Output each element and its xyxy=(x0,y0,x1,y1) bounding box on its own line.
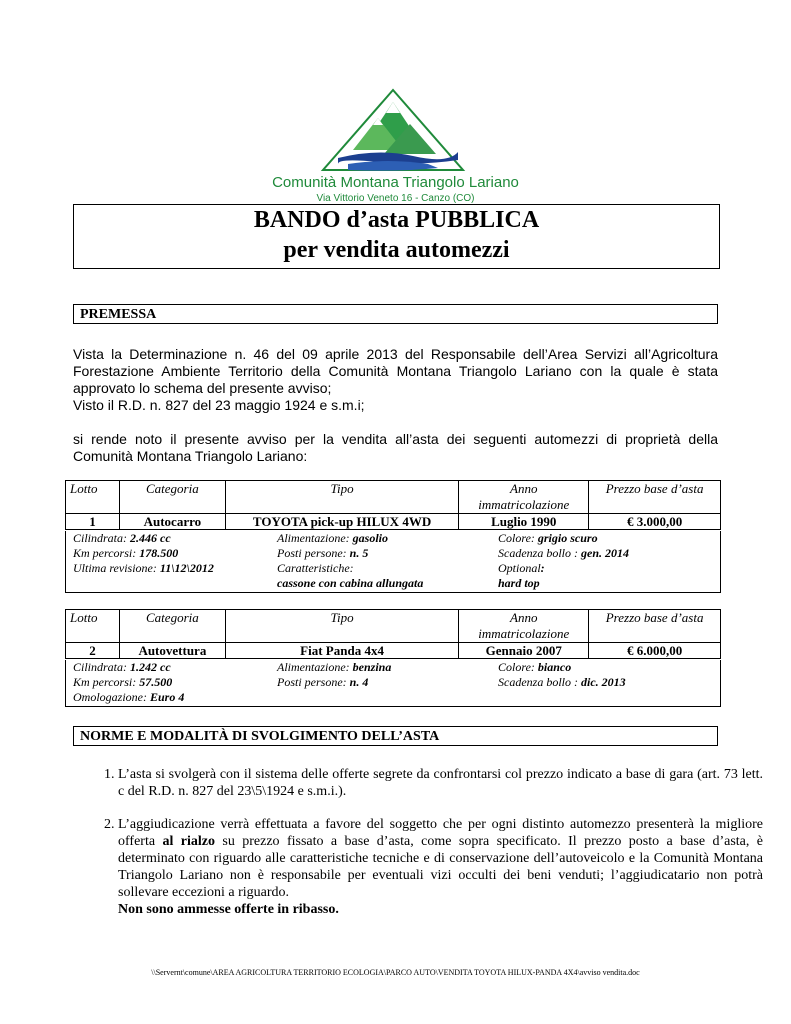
lot-table-2 xyxy=(65,609,721,659)
section-premessa: PREMESSA xyxy=(73,304,718,324)
lot-2-details-col2: Alimentazione: benzina Posti persone: n. 4 xyxy=(277,660,392,689)
lot-number: 2 xyxy=(66,643,120,659)
premessa-paragraph-3: si rende noto il presente avviso per la vendita all’asta dei seguenti automezzi di proprietà della Comunità Montana Triangolo Lariano: xyxy=(73,431,718,464)
header-tipo: Tipo xyxy=(225,610,458,643)
lot-1-details-col2: Alimentazione: gasolio Posti persone: n. 5 Caratteristiche: cassone con cabina allungata xyxy=(277,531,424,590)
lot-category: Autocarro xyxy=(119,514,225,530)
lot-year: Luglio 1990 xyxy=(459,514,589,530)
community-logo xyxy=(318,88,468,180)
document-title xyxy=(73,204,720,269)
header-anno: Anno immatricolazione xyxy=(459,481,589,514)
title-line-1: BANDO d’asta PUBBLICA xyxy=(253,207,540,233)
header-categoria: Categoria xyxy=(119,610,225,643)
organization-name: Comunità Montana Triangolo Lariano xyxy=(272,174,519,191)
lot-type: TOYOTA pick-up HILUX 4WD xyxy=(225,514,458,530)
header-prezzo: Prezzo base d’asta xyxy=(589,610,721,643)
norme-list xyxy=(73,766,763,934)
premessa-paragraph-1: Vista la Determinazione n. 46 del 09 aprile 2013 del Responsabile dell’Area Servizi all’Agricoltura Forestazione Ambiente Territorio della Comunità Montana Triangolo Lariano con la quale è stata approvato lo schema del presente avviso; xyxy=(73,346,718,396)
lot-number: 1 xyxy=(66,514,120,530)
lot-1-details-col3: Colore: grigio scuro Scadenza bollo : gen. 2014 Optional: hard top xyxy=(498,531,629,590)
norme-note: Non sono ammesse offerte in ribasso. xyxy=(118,902,339,917)
lot-2-details-col3: Colore: bianco Scadenza bollo : dic. 2013 xyxy=(498,660,626,689)
organization-address: Via Vittorio Veneto 16 - Canzo (CO) xyxy=(316,193,475,204)
header-lotto: Lotto xyxy=(66,610,120,643)
lot-price: € 6.000,00 xyxy=(589,643,721,659)
lot-year: Gennaio 2007 xyxy=(459,643,589,659)
header-prezzo: Prezzo base d’asta xyxy=(589,481,721,514)
lot-type: Fiat Panda 4x4 xyxy=(225,643,458,659)
title-line-2: per vendita automezzi xyxy=(283,237,510,263)
norme-item-2: 2. L’aggiudicazione verrà effettuata a favore del soggetto che per ogni distinto automezzo presenterà la migliore offerta al rialzo su prezzo fissato a base d’asta, come sopra specificato. Il prezzo posto a base d’asta, è determinato con riguardo alle caratteristiche tecniche e di conservazione dell’autoveicolo e la Comunità Montana Triangolo Lariano non è responsabile per eventuali vizi occulti dei beni venduti; l’aggiudicatario non potrà sollevare eccezioni a riguardo. Non sono ammesse offerte in ribasso. xyxy=(118,816,763,918)
premessa-paragraph-2: Visto il R.D. n. 827 del 23 maggio 1924 e s.m.i; xyxy=(73,397,365,413)
header-categoria: Categoria xyxy=(119,481,225,514)
header-tipo: Tipo xyxy=(225,481,458,514)
lot-2-details-col1: Cilindrata: 1.242 cc Km percorsi: 57.500 Omologazione: Euro 4 xyxy=(73,660,185,704)
norme-item-1: 1. L’asta si svolgerà con il sistema delle offerte segrete da confrontarsi col prezzo indicato a base di gara (art. 73 lett. c del R.D. n. 827 del 23\5\1924 e s.m.i.). xyxy=(118,766,763,800)
lot-table-1 xyxy=(65,480,721,530)
header-lotto: Lotto xyxy=(66,481,120,514)
lot-category: Autovettura xyxy=(119,643,225,659)
file-path-footer: \\Servernt\comune\AREA AGRICOLTURA TERRITORIO ECOLOGIA\PARCO AUTO\VENDITA TOYOTA HILUX-PANDA 4X4\avviso vendita.doc xyxy=(151,968,640,977)
lot-1-details-col1: Cilindrata: 2.446 cc Km percorsi: 178.500 Ultima revisione: 11\12\2012 xyxy=(73,531,214,575)
lot-price: € 3.000,00 xyxy=(589,514,721,530)
header-anno: Anno immatricolazione xyxy=(459,610,589,643)
section-norme: NORME E MODALITÀ DI SVOLGIMENTO DELL’ASTA xyxy=(73,726,718,746)
